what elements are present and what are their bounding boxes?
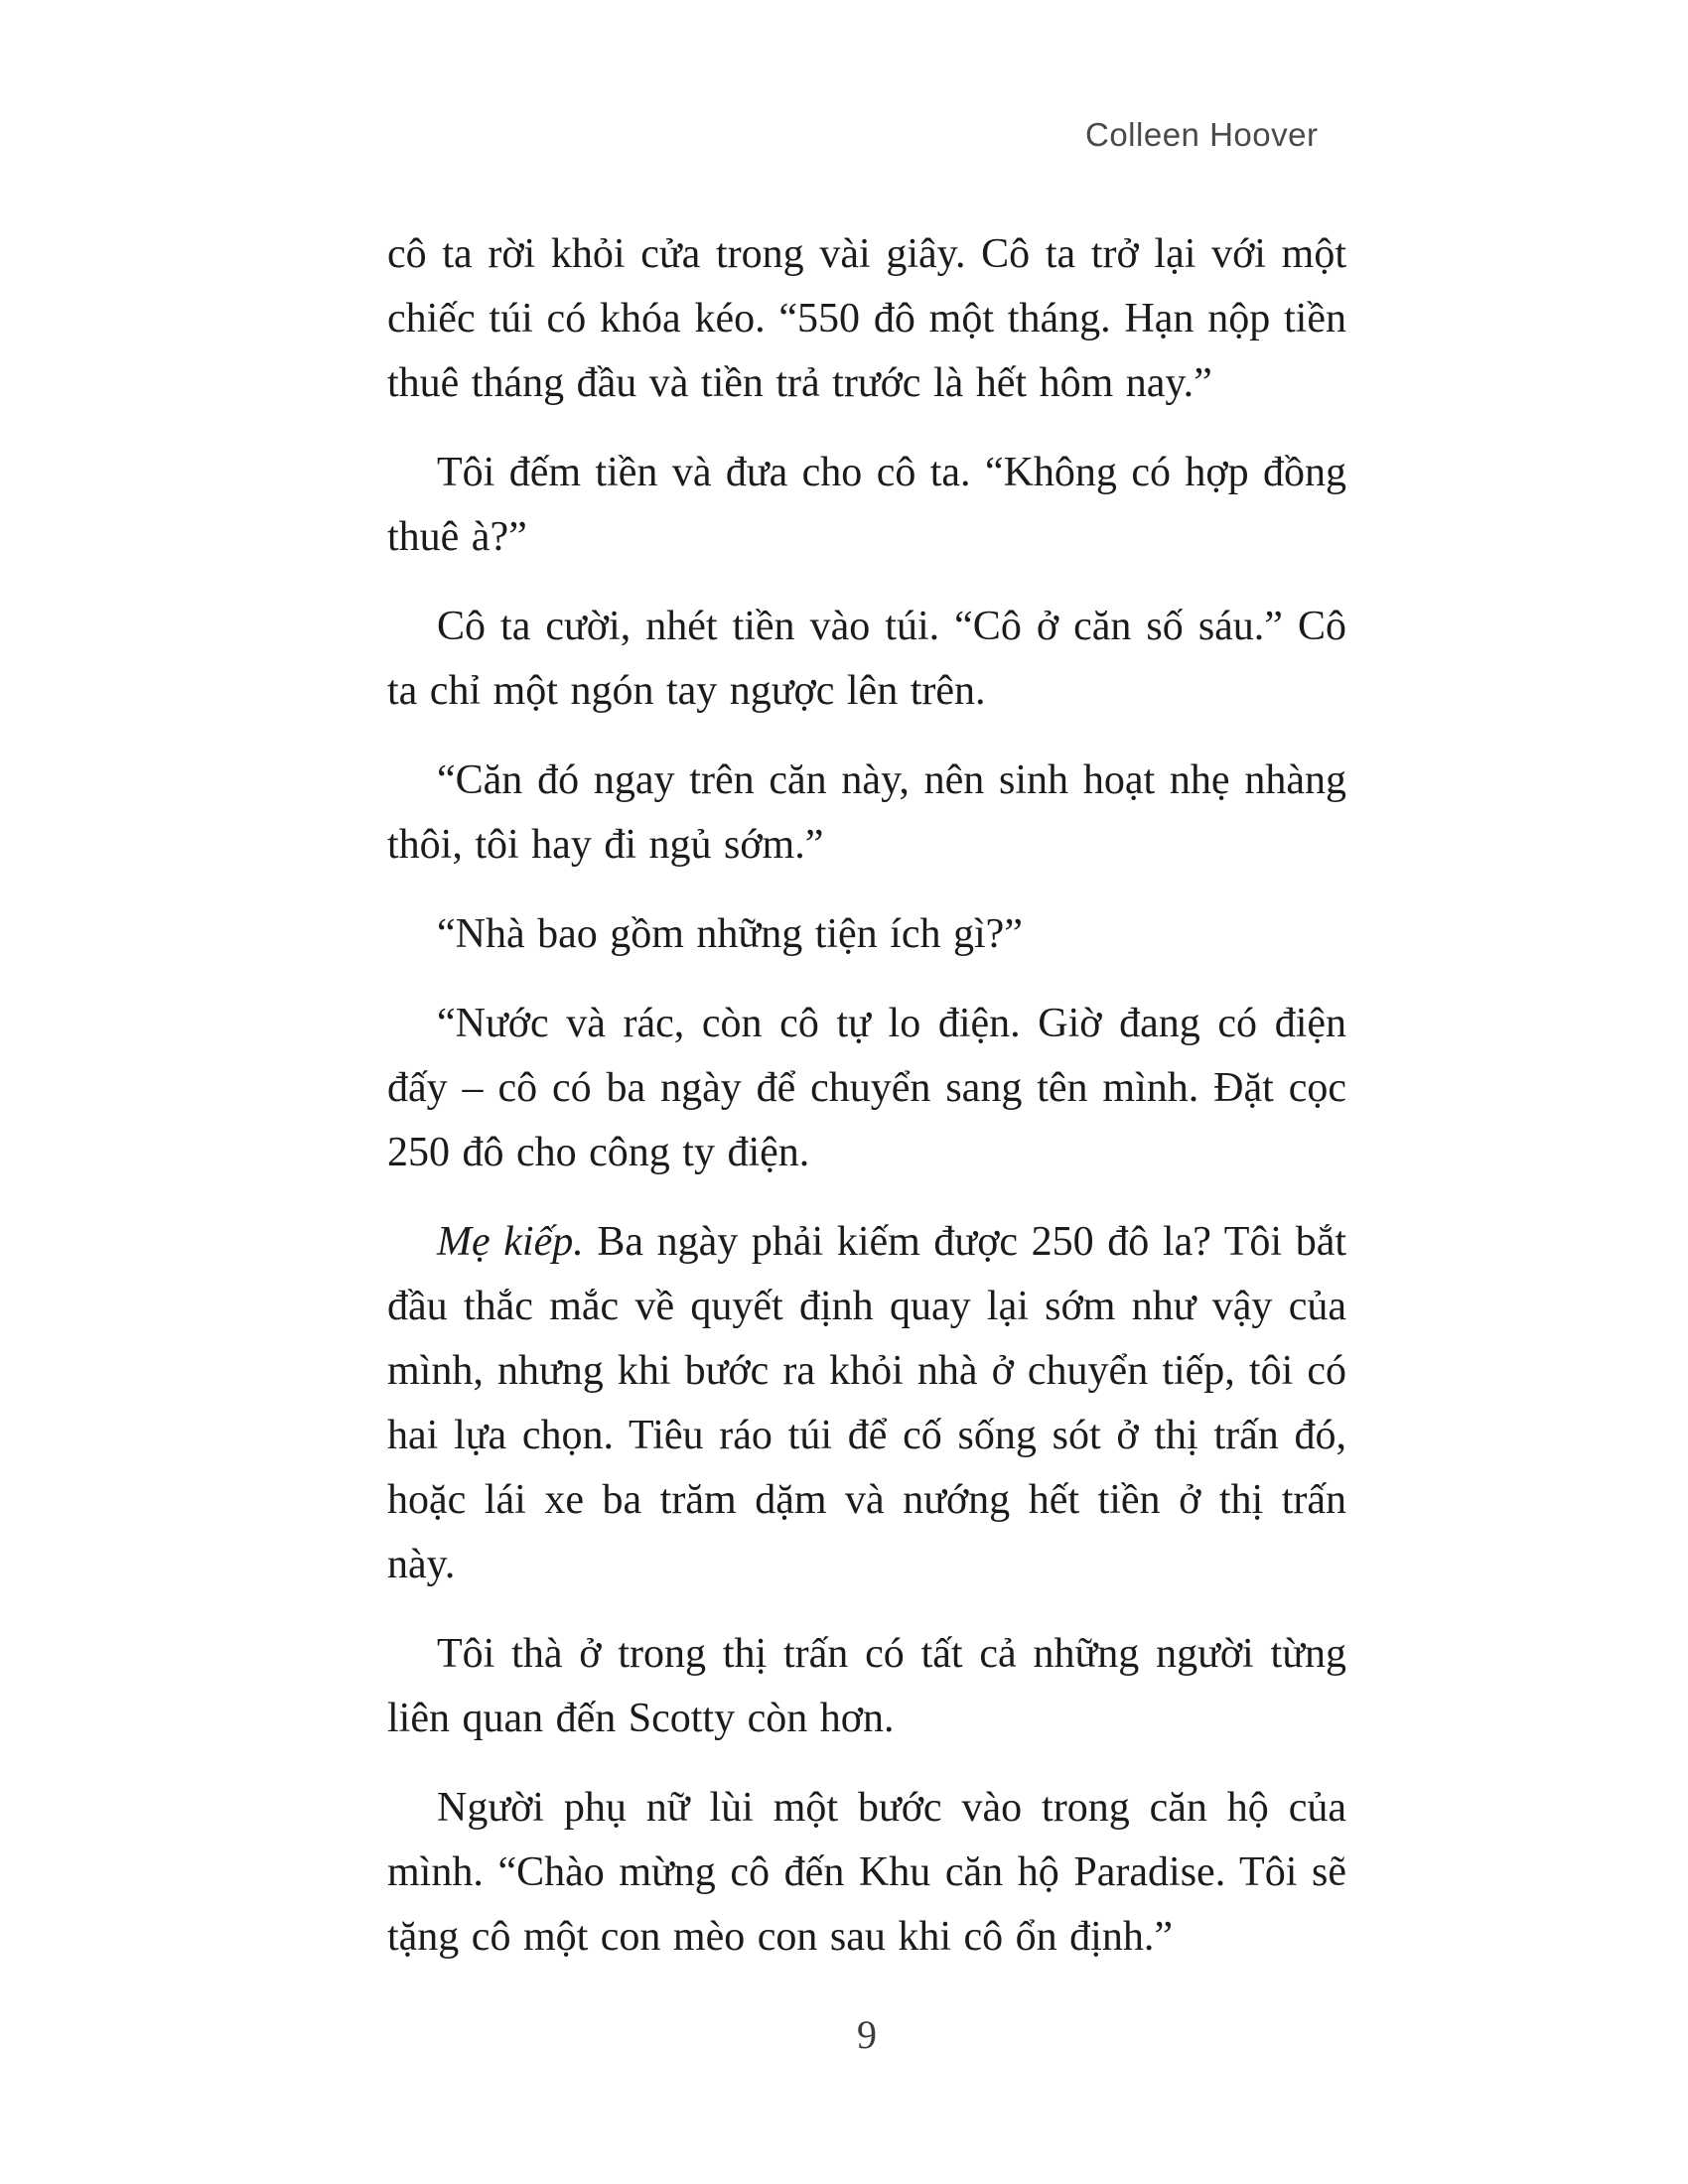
- paragraph: Tôi đếm tiền và đưa cho cô ta. “Không có hợp đồng thuê à?”: [387, 450, 1346, 560]
- paragraph: Mẹ kiếp. Ba ngày phải kiếm được 250 đô la? Tôi bắt đầu thắc mắc về quyết định quay lại sớm như vậy của mình, nhưng khi bước ra khỏi nhà ở chuyển tiếp, tôi có hai lựa chọn. Tiêu ráo túi để cố sống sót ở thị trấn đó, hoặc lái xe ba trăm dặm và nướng hết tiền ở thị trấn này.: [387, 1219, 1346, 1587]
- paragraph: Cô ta cười, nhét tiền vào túi. “Cô ở căn số sáu.” Cô ta chỉ một ngón tay ngược lên trên.: [387, 604, 1346, 714]
- italic-phrase: Mẹ kiếp.: [437, 1219, 584, 1265]
- paragraph: cô ta rời khỏi cửa trong vài giây. Cô ta trở lại với một chiếc túi có khóa kéo. “550 đô một tháng. Hạn nộp tiền thuê tháng đầu và tiền trả trước là hết hôm nay.”: [387, 231, 1346, 406]
- paragraph: “Nước và rác, còn cô tự lo điện. Giờ đang có điện đấy – cô có ba ngày để chuyển sang tên mình. Đặt cọc 250 đô cho công ty điện.: [387, 1001, 1346, 1175]
- paragraph: Người phụ nữ lùi một bước vào trong căn hộ của mình. “Chào mừng cô đến Khu căn hộ Paradise. Tôi sẽ tặng cô một con mèo con sau khi cô ổn định.”: [387, 1785, 1346, 1960]
- paragraph: “Nhà bao gồm những tiện ích gì?”: [437, 911, 1023, 957]
- body-text-block: [387, 222, 1346, 1994]
- page-number: 9: [857, 2012, 877, 2057]
- paragraph: “Căn đó ngay trên căn này, nên sinh hoạt nhẹ nhàng thôi, tôi hay đi ngủ sớm.”: [387, 757, 1346, 868]
- paragraph: Tôi thà ở trong thị trấn có tất cả những người từng liên quan đến Scotty còn hơn.: [387, 1631, 1346, 1741]
- running-header-author: Colleen Hoover: [1085, 116, 1319, 153]
